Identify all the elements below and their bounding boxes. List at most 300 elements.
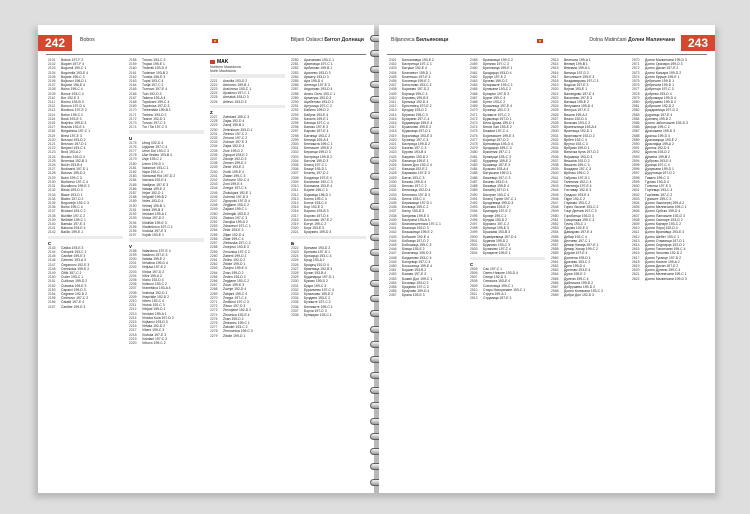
entry-place-name: Битола 199-D 3 [304, 158, 329, 163]
entry-place-name: Долно Малинчани 199-D 3 [645, 276, 687, 281]
entry-code: 2470 [470, 108, 478, 113]
entry-code: 2576 [632, 83, 640, 88]
entry-code: 2444 [389, 238, 397, 243]
entry-place-name: Ugljarce 197-C 4 [142, 144, 168, 149]
entry-code: 2176 [129, 144, 137, 149]
left-index-columns [48, 58, 366, 485]
entry-place-name: Струмица 197-E 2 [483, 296, 512, 301]
entry-code: 2179 [129, 157, 137, 162]
entry-place-name: Богоевци 199-E 2 [402, 79, 430, 84]
entry-code: 2469 [470, 104, 478, 109]
entry-place-name: Бузалково 199-E 2 [402, 125, 432, 130]
entry-code: 2572 [632, 66, 640, 71]
entry-place-name: Бочанци 193-D 2 [402, 280, 429, 285]
entry-code: 2598 [632, 175, 640, 180]
entry-code: 2217 [129, 328, 137, 333]
entry-place-name: Брестовец 197-E 2 [402, 104, 432, 109]
entry-code: 2527 [551, 116, 559, 121]
entry-place-name: Дрмени 199-B 2 [645, 154, 670, 159]
entry-code: 2474 [470, 125, 478, 130]
entry-place-name: Bogomila 193-E 4 [61, 70, 88, 75]
entry-code: 2290 [291, 100, 299, 105]
entry-place-name: Благовештенска 197-C 1 [402, 221, 441, 226]
entry-place-name: Žabjani 199-C 4 [223, 291, 248, 296]
entry-place-name: Zleće 193-E 2 [223, 165, 245, 170]
entry-code: 2486 [470, 175, 478, 180]
entry-place-name: Бегов Хан 193-E 2 [483, 125, 512, 130]
entry-place-name: Богомила 193-E 4 [304, 184, 333, 189]
entry-code: 2446 [389, 247, 397, 252]
entry-place-name: Дрен 199-D 4 [564, 263, 585, 268]
entry-place-name: Букри 199-C 3 [304, 283, 327, 288]
entry-code: 2564 [551, 272, 559, 277]
page-number-right: 243 [681, 35, 715, 51]
entry-code: 2225 [210, 95, 218, 100]
entry-place-name: Tuin 192-D 3 [142, 91, 162, 96]
entry-code: 2460 [470, 66, 478, 71]
entry-place-name: Долгаец 199-D 2 [645, 116, 672, 121]
header-right-left-page: Biljani Oslavci Битол Долнаци [290, 37, 364, 43]
entry-place-name: Босилово 197-E 2 [304, 217, 333, 222]
entry-place-name: Bukri 199-C 3 [61, 175, 82, 180]
entry-place-name: Брајково 197-C 2 [402, 284, 429, 289]
entry-code: 2110 [48, 95, 56, 100]
entry-code: 2226 [210, 99, 218, 104]
entry-place-name: Vlaho 192-D 4 [142, 277, 164, 282]
entry-place-name: Арилево 193-D 3 [304, 70, 331, 75]
entry-place-name: Брајчино 199-D 3 [304, 230, 332, 235]
entry-place-name: Арачиново 193-C 1 [304, 58, 335, 62]
entry-code: 2452 [389, 272, 397, 277]
entry-code: 2293 [291, 112, 299, 117]
entry-code: 2221 [210, 78, 218, 83]
entry-code: 2315 [291, 205, 299, 210]
entry-place-name: Брезник 197-C 3 [483, 62, 509, 67]
entry-code: 2288 [291, 91, 299, 96]
entry-place-name: Влахо 192-D 4 [564, 116, 587, 121]
entry-place-name: Вевчани 199-A 1 [564, 66, 590, 71]
entry-place-name: Bojane 196-C 3 [61, 74, 85, 79]
entry-place-name: Valandovo 197-E 4 [142, 248, 171, 253]
entry-code: 2435 [389, 200, 397, 205]
entry-code: 2401 [389, 58, 397, 62]
entry-place-name: Brodec 192-D 4 [61, 154, 85, 159]
entry-place-name: Вранештица 193-A 4 [564, 125, 597, 130]
entry-place-name: Zubovce 192-C 4 [223, 178, 250, 183]
entry-code: 2420 [389, 137, 397, 142]
entry-place-name: Долно Палчиште 192-D 3 [645, 213, 685, 218]
entry-place-name: Бушомак 193-B 3 [483, 230, 510, 235]
entry-place-name: Velušina 199-D 4 [142, 261, 168, 266]
entry-code: 2124 [48, 154, 56, 159]
entry-place-name: Бранковци 199-C 2 [483, 58, 513, 62]
entry-code: 2241 [210, 173, 218, 178]
entry-place-name: Ајватовци 197-C 1 [304, 62, 333, 67]
entry-code: 2568 [551, 289, 559, 294]
entry-place-name: Боук 193-E 3 [304, 226, 325, 231]
entry-code: 2254 [210, 228, 218, 233]
entry-place-name: Vrben 192-C 4 [142, 298, 164, 303]
entry-code: 2609 [632, 221, 640, 226]
entry-code: 2212 [129, 307, 137, 312]
entry-code: 2331 [291, 283, 299, 288]
entry-code: 2478 [470, 142, 478, 147]
entry-place-name: Бела Црква 199-D 1 [483, 121, 515, 126]
entry-place-name: Брусник 199-C 3 [402, 112, 428, 117]
entry-code: 2266 [210, 278, 218, 283]
entry-place-name: Дојран 197-E 4 [564, 251, 588, 256]
entry-place-name: Бобиште 192-E 4 [402, 234, 429, 239]
entry-code: 2298 [291, 133, 299, 138]
section-letter: C [48, 240, 52, 246]
entry-code: 2426 [389, 163, 397, 168]
entry-place-name: Боговиње 192-C 3 [304, 179, 333, 184]
entry-code: 2461 [470, 70, 478, 75]
entry-code: 2330 [291, 279, 299, 284]
entry-code: 2483 [470, 163, 478, 168]
entry-code: 2477 [470, 137, 478, 142]
entry-place-name: Zletovska 197-C 2 [223, 241, 251, 246]
entry-code: 2173 [129, 121, 137, 126]
entry-place-name: Žabeni 199-D 2 [223, 253, 247, 258]
entry-code: 2274 [210, 312, 218, 317]
entry-place-name: Bitola 199-D 3 [61, 188, 83, 193]
entry-code: 2463 [470, 79, 478, 84]
entry-place-name: Bregalnica 197-C 1 [61, 129, 91, 134]
entry-code: 2480 [470, 150, 478, 155]
entry-place-name: Бурдинци 199-E 2 [483, 158, 512, 163]
index-column [632, 58, 707, 485]
entry-code: 2304 [291, 158, 299, 163]
entry-code: 2459 [470, 62, 478, 67]
entry-code: 2123 [48, 150, 56, 155]
entry-code: 2495 [470, 213, 478, 218]
entry-place-name: Бригадир 197-E 2 [483, 209, 511, 214]
entry-code: 2337 [291, 308, 299, 313]
entry-code: 2544 [551, 188, 559, 193]
entry-place-name: Bukovo 199-D 2 [61, 171, 86, 176]
entry-place-name: Voždani 197-C 3 [142, 336, 168, 341]
entry-code: 2555 [551, 234, 559, 239]
entry-place-name: Žegljane 193-C 2 [223, 278, 250, 283]
entry-code: 2456 [389, 289, 397, 294]
index-column [389, 58, 464, 485]
index-entry [551, 293, 626, 297]
section-letter: Б [291, 240, 295, 246]
entry-code: 2489 [470, 188, 478, 193]
index-column [551, 58, 626, 485]
entry-code: 2484 [470, 167, 478, 172]
entry-place-name: Бузалково 199-E 2 [304, 291, 334, 296]
entry-place-name: Долно Врановци 193-E 3 [645, 230, 685, 235]
entry-code: 2462 [470, 74, 478, 79]
entry-code: 2323 [291, 249, 299, 254]
entry-code: 2157 [48, 304, 56, 309]
entry-place-name: Белчишта 199-C 1 [304, 142, 333, 147]
entry-place-name: Brajčino 199-D 3 [61, 121, 87, 126]
entry-code: 2604 [632, 200, 640, 205]
entry-place-name: Велушина 199-D 4 [564, 104, 594, 109]
entry-place-name: Aračinovo 193-C 1 [223, 87, 252, 91]
entry-place-name: Витолиште 199-E 3 [564, 74, 595, 79]
entry-place-name: Вељуса 197-E 2 [564, 108, 590, 113]
entry-code: 2135 [48, 200, 56, 205]
entry-place-name: Струга 199-A 1 [483, 291, 507, 296]
entry-place-name: Долно Седларце 192-D 2 [645, 242, 685, 247]
entry-place-name: Бродарци 193-D 4 [483, 70, 512, 75]
entry-code: 2175 [129, 140, 137, 145]
entry-place-name: Žirovnica 192-E 4 [223, 312, 250, 317]
entry-code: 2437 [389, 209, 397, 214]
entry-code: 2121 [48, 142, 56, 147]
entry-code: 2237 [210, 157, 218, 162]
entry-code: 2205 [129, 277, 137, 282]
entry-code: 2594 [632, 158, 640, 163]
entry-code: 2557 [551, 242, 559, 247]
entry-code: 2585 [632, 121, 640, 126]
entry-place-name: Бежани 197-C 4 [483, 129, 508, 134]
entry-code: 2292 [291, 108, 299, 113]
entry-place-name: Делчево 197-C 1 [564, 238, 591, 243]
entry-code: 2407 [389, 83, 397, 88]
entry-code: 2582 [632, 108, 640, 113]
entry-code: 2238 [210, 161, 218, 166]
entry-code: 2232 [210, 136, 218, 141]
entry-code: 2250 [210, 211, 218, 216]
entry-place-name: Батинци 193-C 2 [304, 133, 331, 138]
entry-place-name: Долнени 199-D 1 [564, 255, 591, 260]
entry-place-name: Бујаковци 197-D 1 [483, 116, 512, 121]
entry-code: 2185 [129, 182, 137, 187]
entry-place-name: Балин Дол 192-C 4 [402, 163, 432, 168]
entry-place-name: Vojnik 193-E 1 [142, 233, 164, 238]
entry-code: 2519 [551, 83, 559, 88]
entry-code: 2482 [470, 158, 478, 163]
entry-place-name: Zubrinci 197-D 3 [223, 194, 249, 199]
entry-code: 2159 [129, 62, 137, 67]
entry-place-name: Сас 197-C 1 [483, 266, 503, 271]
entry-place-name: Vrbjani 199-D 1 [142, 307, 166, 312]
entry-place-name: Андоново 193-D 4 [304, 87, 333, 92]
entry-code: 2466 [470, 91, 478, 96]
entry-place-name: Виничка Кула 197-D 2 [564, 150, 599, 155]
entry-place-name: Водоча 197-E 3 [564, 83, 589, 88]
entry-place-name: Vapa 192-C 4 [142, 170, 163, 175]
entry-code: 2588 [632, 133, 640, 138]
entry-place-name: Брезица 192-D 4 [402, 100, 429, 105]
entry-code: 2487 [470, 179, 478, 184]
entry-place-name: Turovo 197-C 3 [142, 121, 166, 126]
entry-place-name: Бачило 199-E 1 [304, 116, 329, 121]
entry-code: 2150 [48, 275, 56, 280]
header-right-right-page: Dolna Matinčani Долни Малинчани [589, 37, 675, 43]
entry-code: 2428 [389, 171, 397, 176]
entry-code: 2436 [389, 205, 397, 210]
entry-code: 2619 [632, 263, 640, 268]
entry-code: 2137 [48, 209, 56, 214]
entry-place-name: Taževa 193-A 4 [142, 95, 166, 100]
entry-code: 2136 [48, 205, 56, 210]
entry-place-name: Borovo 197-D 4 [61, 104, 85, 109]
entry-code: 2472 [470, 116, 478, 121]
entry-place-name: Бучин 193-B 4 [304, 270, 327, 275]
right-index-columns [389, 58, 707, 485]
entry-place-name: Čiflik 197-C 2 [61, 270, 82, 275]
entry-code: 2138 [48, 213, 56, 218]
entry-code: 2612 [632, 234, 640, 239]
section-divider [210, 105, 285, 108]
entry-code: 2289 [291, 95, 299, 100]
entry-place-name: Долно Оризари 199-D 3 [645, 62, 683, 67]
entry-code: 2503 [470, 247, 478, 252]
entry-code: 2263 [210, 266, 218, 271]
entry-code: 2296 [291, 125, 299, 130]
entry-place-name: Бучково 193-A 4 [483, 167, 509, 172]
entry-code: 2610 [632, 226, 640, 231]
entry-place-name: Бунарите 199-E 1 [483, 251, 511, 256]
entry-place-name: Дрисла 193-D 2 [645, 150, 670, 155]
entry-place-name: Долно Мелничани 199-C 1 [645, 205, 687, 210]
entry-place-name: Булачани 193-C 2 [483, 87, 511, 92]
entry-place-name: Бучинци 193-C 3 [483, 108, 510, 113]
entry-code: 2543 [551, 184, 559, 189]
entry-code: 2411 [389, 100, 397, 105]
entry-code: 2493 [470, 205, 478, 210]
entry-code: 2262 [210, 262, 218, 267]
entry-code: 2259 [210, 249, 218, 254]
entry-code: 2518 [551, 79, 559, 84]
entry-place-name: Битушани 199-D 1 [483, 171, 512, 176]
entry-code: 2439 [389, 217, 397, 222]
entry-code: 2243 [210, 182, 218, 187]
entry-place-name: Благој 197-C 1 [304, 163, 327, 168]
entry-place-name: Букоеник 197-C 1 [483, 150, 511, 155]
entry-place-name: Виница 197-D 2 [564, 70, 589, 75]
section-divider [210, 74, 285, 77]
entry-code: 2454 [389, 280, 397, 285]
entry-code: 2222 [210, 82, 218, 87]
entry-place-name: Брод 193-A 2 [304, 258, 325, 263]
entry-code: 2295 [291, 121, 299, 126]
entry-code: 2333 [291, 291, 299, 296]
entry-code: 2328 [291, 270, 299, 275]
entry-code: 2187 [129, 191, 137, 196]
left-page [38, 25, 374, 493]
entry-code: 2144 [48, 249, 56, 254]
north-macedonia-flag-icon [537, 39, 543, 43]
entry-code: 2311 [291, 188, 299, 193]
entry-place-name: Brezani 193-D 2 [61, 137, 86, 142]
entry-place-name: Бушилица 197-E 4 [483, 104, 512, 109]
entry-place-name: Бугариште 193-C 1 [483, 83, 513, 88]
entry-code: 2551 [551, 217, 559, 222]
entry-place-name: Zletovo 197-C 2 [223, 131, 248, 136]
entry-code: 2545 [551, 192, 559, 197]
entry-code: 2220 [129, 340, 137, 345]
entry-code: 2275 [210, 316, 218, 321]
entry-code: 2223 [210, 87, 218, 91]
entry-code: 2521 [551, 91, 559, 96]
entry-place-name: Брздани 193-C 2 [304, 296, 331, 301]
entry-place-name: Долно Челопек 192-D 2 [645, 251, 682, 256]
entry-place-name: Бујанов 199-D 2 [483, 238, 509, 243]
entry-place-name: Блашковци 199-E 2 [402, 230, 433, 235]
entry-place-name: Граорешка 199-C 3 [564, 217, 595, 222]
entry-code: 2406 [389, 79, 397, 84]
entry-code: 2622 [632, 276, 640, 281]
entry-code: 2272 [210, 304, 218, 309]
entry-code: 2592 [632, 150, 640, 155]
entry-code: 2322 [291, 245, 299, 250]
entry-code: 2204 [129, 273, 137, 278]
entry-code: 2209 [129, 294, 137, 299]
entry-code: 2267 [210, 283, 218, 288]
entry-place-name: Arbinovo 199-B 1 [223, 82, 250, 87]
entry-place-name: Бункерци 193-C 3 [483, 154, 511, 159]
entry-place-name: Čanište 199-E 3 [61, 254, 86, 259]
entry-place-name: Добрушево 199-D 2 [645, 100, 676, 105]
entry-code: 2522 [551, 95, 559, 100]
entry-code: 2177 [129, 149, 137, 154]
entry-place-name: Uzem 199-D 1 [142, 161, 164, 166]
section-divider [129, 130, 204, 133]
entry-code: 2199 [129, 252, 137, 257]
entry-code: 2442 [389, 230, 397, 235]
entry-code: 2549 [551, 209, 559, 214]
entry-code: 2498 [470, 226, 478, 231]
entry-place-name: Богданово 193-C 4 [402, 255, 432, 260]
entry-place-name: Vasiljevo 197-E 3 [142, 182, 169, 187]
entry-place-name: Брвеница 192-B 3 [304, 266, 333, 271]
entry-place-name: Bobos 197-F 2 [61, 58, 84, 62]
entry-place-name: Zekir 193-E 3 [223, 228, 244, 233]
entry-code: 2608 [632, 217, 640, 222]
entry-code: 2194 [129, 220, 137, 225]
entry-place-name: Бујаново 193-C 3 [483, 242, 510, 247]
entry-code: 2501 [470, 238, 478, 243]
entry-place-name: Tearce 192-D 1 [142, 116, 166, 121]
entry-place-name: Žitoše 199-D 1 [223, 262, 246, 267]
entry-code: 2616 [632, 251, 640, 256]
entry-code: 2464 [470, 83, 478, 88]
entry-place-name: Žužnje 192-D 4 [223, 287, 247, 292]
entry-place-name: Čelopek 193-C 1 [61, 249, 87, 254]
entry-place-name: Долно Мелничани 199-C 1 [645, 272, 687, 277]
entry-place-name: Veles 193-D 4 [142, 199, 164, 204]
entry-place-name: Veleš 199-B 3 [142, 207, 164, 212]
entry-code: 2324 [291, 254, 299, 259]
entry-place-name: Ваташа 199-E 2 [564, 100, 589, 105]
entry-code: 2525 [551, 108, 559, 113]
entry-code: 2112 [48, 104, 56, 109]
entry-place-name: Ѓорѓиево 197-C 2 [645, 192, 673, 197]
entry-code: 2122 [48, 146, 56, 151]
entry-place-name: Бојшин 193-B 2 [402, 268, 427, 273]
entry-code: 2156 [48, 300, 56, 305]
entry-place-name: Гостивар 192-D 3 [564, 188, 592, 193]
entry-code: 2142 [48, 230, 56, 235]
entry-place-name: Добри Дол 192-D 3 [564, 293, 595, 298]
entry-place-name: Долно Ќојнаре 193-C 2 [645, 221, 681, 226]
entry-place-name: Горобинци 193-D 3 [564, 213, 594, 218]
entry-code: 2419 [389, 133, 397, 138]
entry-code: 2491 [470, 196, 478, 201]
entry-code: 2601 [632, 188, 640, 193]
entry-place-name: Блатец 197-D 2 [304, 171, 329, 176]
entry-place-name: Драгош 199-D 4 [645, 133, 670, 138]
entry-code: 2287 [291, 87, 299, 92]
entry-place-name: Trebeništa 199-B 1 [142, 108, 171, 113]
